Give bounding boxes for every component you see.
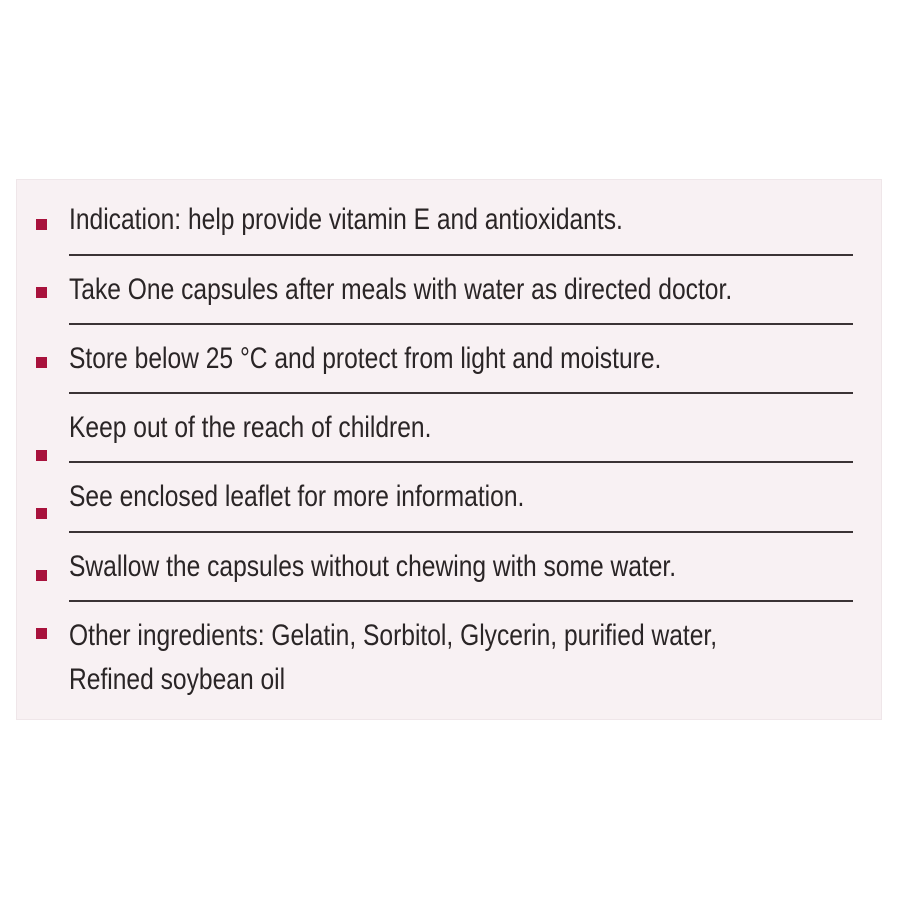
label-panel: [16, 179, 882, 720]
divider-line: [69, 254, 853, 256]
divider-line: [69, 461, 853, 463]
bullet-square: [36, 570, 47, 581]
item-text: Keep out of the reach of children.: [69, 411, 432, 444]
item-text: Store below 25 °C and protect from light and moisture.: [69, 342, 662, 375]
bullet-square: [36, 628, 47, 639]
item-text: See enclosed leaflet for more information.: [69, 480, 525, 513]
bullet-square: [36, 287, 47, 298]
divider-line: [69, 392, 853, 394]
item-text: Take One capsules after meals with water as directed doctor.: [69, 273, 733, 306]
bullet-square: [36, 219, 47, 230]
item-text: Swallow the capsules without chewing with some water.: [69, 550, 677, 583]
item-text-continued: Refined soybean oil: [69, 663, 286, 696]
bullet-square: [36, 450, 47, 461]
divider-line: [69, 531, 853, 533]
bullet-square: [36, 357, 47, 368]
item-text: Other ingredients: Gelatin, Sorbitol, Glycerin, purified water,: [69, 619, 718, 652]
bullet-square: [36, 508, 47, 519]
divider-line: [69, 600, 853, 602]
divider-line: [69, 323, 853, 325]
item-text: Indication: help provide vitamin E and antioxidants.: [69, 203, 623, 236]
